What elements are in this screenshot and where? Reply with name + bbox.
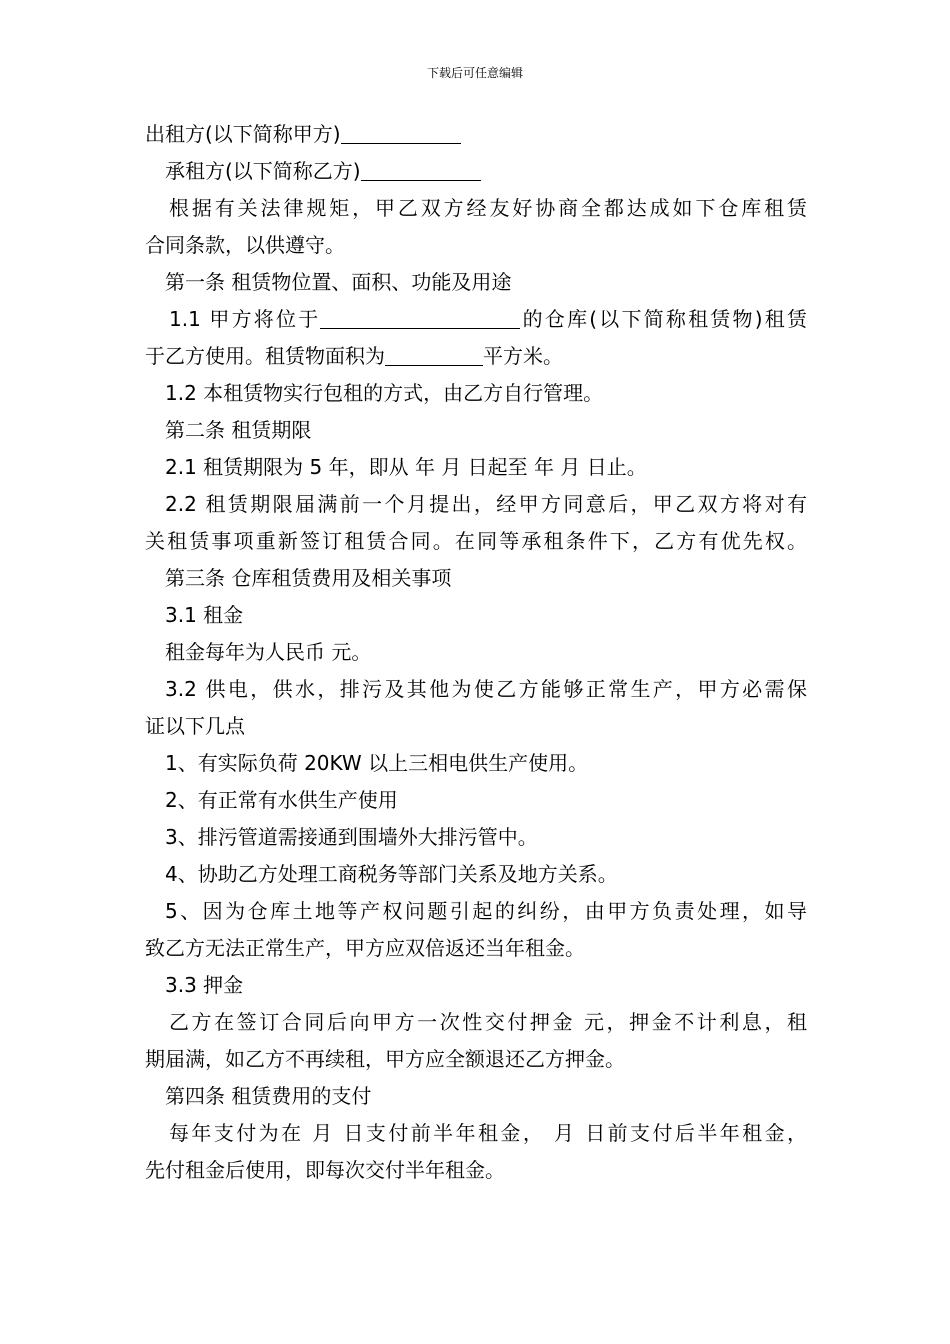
contract-body [145, 116, 807, 1189]
clause-2-2-line-1: 2.2 租赁期限届满前一个月提出，经甲方同意后，甲乙双方将对有 [165, 492, 807, 516]
article-4-line-2: 先付租金后使用，即每次交付半年租金。 [145, 1158, 505, 1182]
list-item-4: 4、协助乙方处理工商税务等部门关系及地方关系。 [165, 862, 618, 886]
clause-3-3-title: 3.3 押金 [165, 973, 244, 997]
clause-3-2-line-1: 3.2 供电，供水，排污及其他为使乙方能够正常生产，甲方必需保 [165, 677, 807, 701]
intro-line-2: 合同条款，以供遵守。 [145, 233, 345, 257]
lessor-line [145, 116, 807, 153]
intro-line-1: 根据有关法律规矩，甲乙双方经友好协商全都达成如下仓库租赁 [169, 196, 807, 220]
list-item-5-line-1: 5、因为仓库土地等产权问题引起的纠纷，由甲方负责处理，如导 [165, 899, 807, 923]
lessee-blank [361, 158, 481, 181]
lessee-label: 承租方(以下简称乙方) [165, 159, 361, 183]
article-4-title: 第四条 租赁费用的支付 [165, 1084, 372, 1108]
article-1-title: 第一条 租赁物位置、面积、功能及用途 [165, 270, 512, 294]
article-3-title: 第三条 仓库租赁费用及相关事项 [165, 566, 452, 590]
area-blank [385, 343, 483, 366]
lessor-blank [341, 121, 461, 144]
clause-3-2-line-2: 证以下几点 [145, 714, 245, 738]
lessor-label: 出租方(以下简称甲方) [145, 122, 341, 146]
list-item-3: 3、排污管道需接通到围墙外大排污管中。 [165, 825, 538, 849]
clause-2-1: 2.1 租赁期限为 5 年，即从 年 月 日起至 年 月 日止。 [165, 455, 647, 479]
location-blank [320, 306, 520, 329]
clause-3-1-body: 租金每年为人民币 元。 [165, 640, 372, 664]
clause-3-1-title: 3.1 租金 [165, 603, 244, 627]
clause-3-3-line-1: 乙方在签订合同后向甲方一次性交付押金 元，押金不计利息，租 [169, 1010, 807, 1034]
clause-1-1-line-2: 于乙方使用。租赁物面积为 平方米。 [145, 344, 563, 368]
lessee-line [145, 153, 807, 190]
list-item-5-line-2: 致乙方无法正常生产，甲方应双倍返还当年租金。 [145, 936, 585, 960]
clause-3-3-line-2: 期届满，如乙方不再续租，甲方应全额退还乙方押金。 [145, 1047, 625, 1071]
article-2-title: 第二条 租赁期限 [165, 418, 312, 442]
article-4-line-1: 每年支付为在 月 日支付前半年租金， 月 日前支付后半年租金， [169, 1121, 807, 1145]
list-item-1: 1、有实际负荷 20KW 以上三相电供生产使用。 [165, 751, 589, 775]
page-header: 下载后可任意编辑 [426, 66, 523, 80]
clause-1-2: 1.2 本租赁物实行包租的方式，由乙方自行管理。 [165, 381, 604, 405]
clause-2-2-line-2: 关租赁事项重新签订租赁合同。在同等承租条件下，乙方有优先权。 [145, 529, 807, 553]
list-item-2: 2、有正常有水供生产使用 [165, 788, 398, 812]
clause-1-1-line-1: 1.1 甲方将位于 的仓库(以下简称租赁物)租赁 [169, 307, 807, 331]
